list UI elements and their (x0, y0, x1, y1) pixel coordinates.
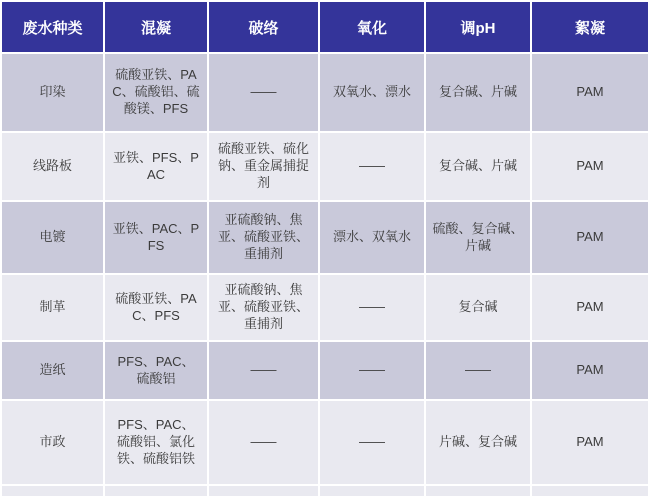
table-cell: PFS、PAC、硫酸铝 (105, 342, 207, 399)
row-label: 印染 (2, 54, 103, 131)
table-cell: 亚硫酸钠、焦亚、硫酸亚铁、重捕剂 (209, 202, 318, 273)
column-header-ph-adjust: 调pH (426, 2, 530, 52)
table-cell: —— (209, 401, 318, 484)
table-cell: 复合碱、片碱 (426, 133, 530, 200)
table-cell: —— (320, 133, 424, 200)
table-cell: 片碱、复合碱 (426, 401, 530, 484)
table-cell: PAM (532, 401, 648, 484)
table-cell: —— (209, 54, 318, 131)
table-cell: 硫酸、复合碱、片碱 (426, 202, 530, 273)
table-cell: —— (426, 342, 530, 399)
table-row-papermaking (2, 342, 648, 399)
table-row-leather (2, 275, 648, 340)
table-cell: 复合碱 (426, 275, 530, 340)
table-cell: PAM (532, 54, 648, 131)
table-cell (426, 486, 530, 496)
table-cell: 硫酸亚铁、PAC、PFS (105, 275, 207, 340)
table-header-row (2, 2, 648, 52)
table-row-printing-dyeing (2, 54, 648, 131)
table-cell (320, 486, 424, 496)
table-cell: 亚铁、PFS、PAC (105, 133, 207, 200)
table-cell (532, 486, 648, 496)
table-cell: —— (320, 275, 424, 340)
table-cell: —— (209, 342, 318, 399)
table-cell: 亚铁、PAC、PFS (105, 202, 207, 273)
table-row-electroplating (2, 202, 648, 273)
column-header-wastewater-type: 废水种类 (2, 2, 103, 52)
table-cell: —— (320, 401, 424, 484)
table-cell: 硫酸亚铁、PAC、硫酸铝、硫酸镁、PFS (105, 54, 207, 131)
table-cell: 复合碱、片碱 (426, 54, 530, 131)
table-cell: PAM (532, 133, 648, 200)
table-cell: PFS、PAC、硫酸铝、氯化铁、硫酸铝铁 (105, 401, 207, 484)
table-cell: 漂水、双氧水 (320, 202, 424, 273)
column-header-coagulation: 混凝 (105, 2, 207, 52)
table-cell: PAM (532, 275, 648, 340)
column-header-flocculation: 絮凝 (532, 2, 648, 52)
column-header-complex-breaking: 破络 (209, 2, 318, 52)
table-cell: 亚硫酸钠、焦亚、硫酸亚铁、重捕剂 (209, 275, 318, 340)
table-cell: 硫酸亚铁、硫化钠、重金属捕捉剂 (209, 133, 318, 200)
row-label: 电镀 (2, 202, 103, 273)
table-cell: 双氧水、漂水 (320, 54, 424, 131)
table-cell (209, 486, 318, 496)
column-header-oxidation: 氧化 (320, 2, 424, 52)
table-cell: PAM (532, 202, 648, 273)
table-cell (2, 486, 103, 496)
row-label: 制革 (2, 275, 103, 340)
table-row-circuit-board (2, 133, 648, 200)
table-cell (105, 486, 207, 496)
table-row-municipal (2, 401, 648, 484)
table-cell: —— (320, 342, 424, 399)
row-label: 造纸 (2, 342, 103, 399)
row-label: 线路板 (2, 133, 103, 200)
table-row-empty (2, 486, 648, 496)
table-cell: PAM (532, 342, 648, 399)
row-label: 市政 (2, 401, 103, 484)
